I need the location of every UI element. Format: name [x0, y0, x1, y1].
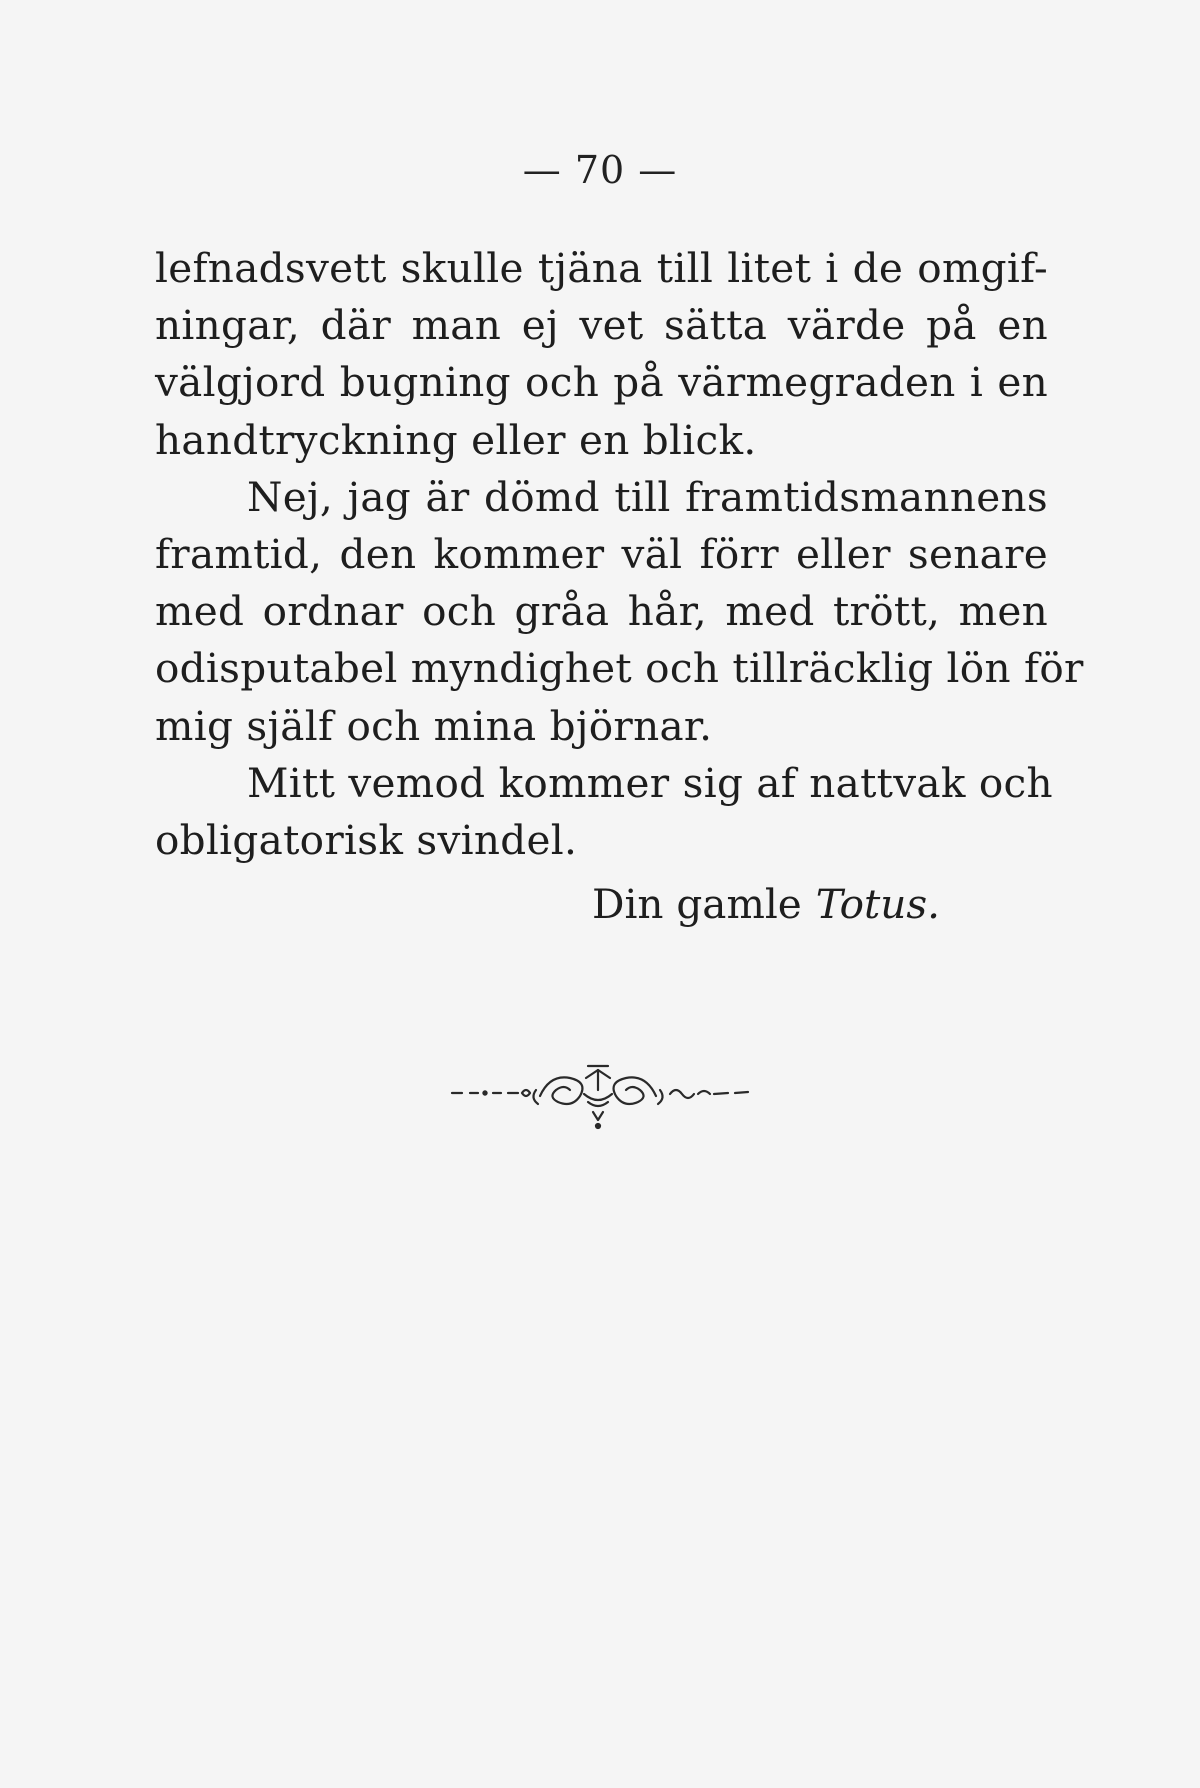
- text-line: mig själf och mina björnar.: [155, 701, 713, 750]
- text-line: med ordnar och gråa hår, med trött, men: [155, 587, 1048, 636]
- text-line: lefnadsvett skulle tjäna till litet i de omgif-: [155, 244, 1048, 292]
- text-line: Mitt vemod kommer sig af nattvak och: [247, 758, 1053, 807]
- signature: [592, 880, 940, 928]
- page-number: — 70 —: [522, 148, 678, 192]
- text-line: odisputabel myndighet och tillräcklig lön för: [155, 644, 1084, 693]
- signature-name: Totus.: [815, 880, 941, 928]
- text-line: Nej, jag är dömd till framtidsmannens: [247, 472, 1048, 521]
- text-line: handtryckning eller en blick.: [155, 415, 757, 464]
- decorative-vignette-icon: [448, 1060, 763, 1142]
- signature-prefix: Din gamle: [592, 880, 802, 928]
- text-line: välgjord bugning och på värmegraden i en: [155, 358, 1048, 407]
- letter-body: [155, 240, 1084, 869]
- text-line: ningar, där man ej vet sätta värde på en: [155, 301, 1048, 350]
- text-line: framtid, den kommer väl förr eller senare: [155, 530, 1048, 579]
- text-line: obligatorisk svindel.: [155, 816, 578, 865]
